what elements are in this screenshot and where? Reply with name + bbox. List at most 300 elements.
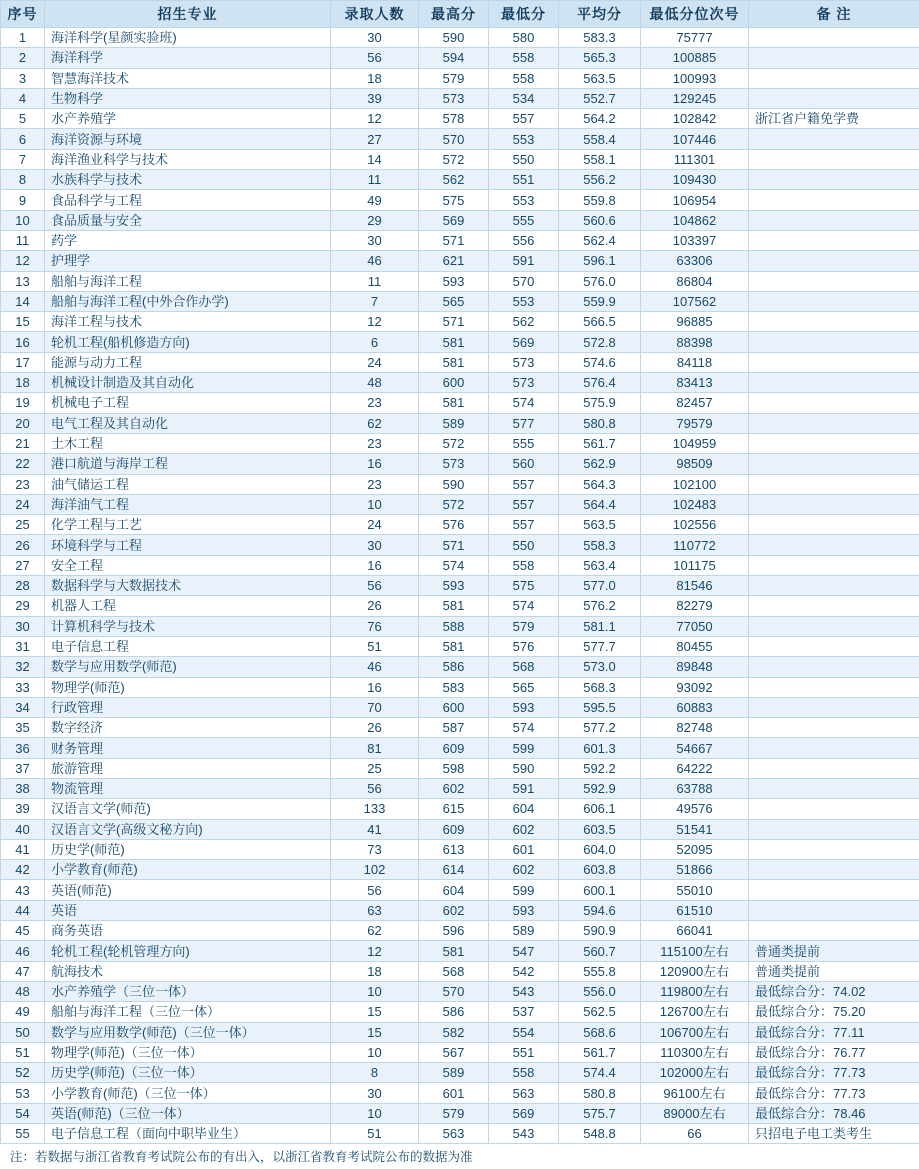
cell-min-score: 547 bbox=[489, 941, 559, 961]
cell-index: 49 bbox=[1, 1002, 45, 1022]
cell-major: 食品科学与工程 bbox=[45, 190, 331, 210]
cell-max-score: 604 bbox=[419, 880, 489, 900]
cell-min-score: 551 bbox=[489, 1042, 559, 1062]
table-row bbox=[1, 921, 919, 941]
cell-avg-score: 552.7 bbox=[559, 88, 641, 108]
cell-index: 5 bbox=[1, 109, 45, 129]
cell-max-score: 621 bbox=[419, 251, 489, 271]
cell-min-score: 601 bbox=[489, 839, 559, 859]
cell-min-score: 599 bbox=[489, 880, 559, 900]
cell-min-rank: 63788 bbox=[641, 778, 749, 798]
cell-min-rank: 51541 bbox=[641, 819, 749, 839]
cell-admitted-count: 8 bbox=[331, 1063, 419, 1083]
cell-remark bbox=[749, 596, 919, 616]
cell-min-score: 558 bbox=[489, 48, 559, 68]
cell-index: 21 bbox=[1, 433, 45, 453]
column-header-min-rank: 最低分位次号 bbox=[641, 1, 749, 28]
cell-max-score: 572 bbox=[419, 494, 489, 514]
cell-avg-score: 577.7 bbox=[559, 636, 641, 656]
cell-min-score: 555 bbox=[489, 210, 559, 230]
cell-min-rank: 102483 bbox=[641, 494, 749, 514]
cell-remark bbox=[749, 454, 919, 474]
cell-min-score: 569 bbox=[489, 332, 559, 352]
cell-min-rank: 54667 bbox=[641, 738, 749, 758]
cell-min-score: 550 bbox=[489, 149, 559, 169]
cell-admitted-count: 62 bbox=[331, 413, 419, 433]
cell-index: 32 bbox=[1, 657, 45, 677]
table-row bbox=[1, 190, 919, 210]
cell-major: 英语(师范) bbox=[45, 880, 331, 900]
cell-admitted-count: 48 bbox=[331, 373, 419, 393]
cell-max-score: 586 bbox=[419, 657, 489, 677]
table-row bbox=[1, 413, 919, 433]
cell-admitted-count: 12 bbox=[331, 312, 419, 332]
cell-remark: 最低综合分：77.11 bbox=[749, 1022, 919, 1042]
cell-min-score: 555 bbox=[489, 433, 559, 453]
cell-min-score: 557 bbox=[489, 474, 559, 494]
cell-min-score: 573 bbox=[489, 373, 559, 393]
cell-max-score: 590 bbox=[419, 474, 489, 494]
cell-max-score: 571 bbox=[419, 230, 489, 250]
cell-remark: 最低综合分：77.73 bbox=[749, 1063, 919, 1083]
cell-avg-score: 548.8 bbox=[559, 1124, 641, 1144]
cell-max-score: 572 bbox=[419, 433, 489, 453]
cell-admitted-count: 51 bbox=[331, 636, 419, 656]
cell-index: 53 bbox=[1, 1083, 45, 1103]
cell-index: 15 bbox=[1, 312, 45, 332]
cell-remark bbox=[749, 718, 919, 738]
cell-major: 历史学(师范) bbox=[45, 839, 331, 859]
cell-min-rank: 86804 bbox=[641, 271, 749, 291]
cell-min-rank: 49576 bbox=[641, 799, 749, 819]
cell-index: 1 bbox=[1, 28, 45, 48]
cell-max-score: 588 bbox=[419, 616, 489, 636]
cell-major: 物流管理 bbox=[45, 778, 331, 798]
cell-max-score: 614 bbox=[419, 860, 489, 880]
cell-admitted-count: 46 bbox=[331, 251, 419, 271]
cell-avg-score: 581.1 bbox=[559, 616, 641, 636]
table-row bbox=[1, 494, 919, 514]
cell-min-rank: 109430 bbox=[641, 170, 749, 190]
cell-max-score: 583 bbox=[419, 677, 489, 697]
column-header-avg-score: 平均分 bbox=[559, 1, 641, 28]
cell-remark bbox=[749, 28, 919, 48]
cell-major: 轮机工程(船机修造方向) bbox=[45, 332, 331, 352]
cell-major: 汉语言文学(高级文秘方向) bbox=[45, 819, 331, 839]
cell-min-rank: 81546 bbox=[641, 576, 749, 596]
cell-remark bbox=[749, 230, 919, 250]
cell-min-rank: 66 bbox=[641, 1124, 749, 1144]
cell-avg-score: 576.2 bbox=[559, 596, 641, 616]
cell-admitted-count: 51 bbox=[331, 1124, 419, 1144]
table-row bbox=[1, 474, 919, 494]
cell-major: 数字经济 bbox=[45, 718, 331, 738]
cell-major: 物理学(师范) bbox=[45, 677, 331, 697]
cell-max-score: 578 bbox=[419, 109, 489, 129]
cell-avg-score: 561.7 bbox=[559, 433, 641, 453]
cell-max-score: 567 bbox=[419, 1042, 489, 1062]
cell-min-rank: 106954 bbox=[641, 190, 749, 210]
cell-avg-score: 604.0 bbox=[559, 839, 641, 859]
cell-min-score: 543 bbox=[489, 981, 559, 1001]
table-row bbox=[1, 555, 919, 575]
cell-min-rank: 82457 bbox=[641, 393, 749, 413]
cell-min-score: 562 bbox=[489, 312, 559, 332]
cell-index: 13 bbox=[1, 271, 45, 291]
cell-min-score: 558 bbox=[489, 68, 559, 88]
cell-max-score: 571 bbox=[419, 535, 489, 555]
cell-min-score: 589 bbox=[489, 921, 559, 941]
cell-avg-score: 596.1 bbox=[559, 251, 641, 271]
cell-index: 3 bbox=[1, 68, 45, 88]
cell-major: 电子信息工程（面向中职毕业生） bbox=[45, 1124, 331, 1144]
cell-max-score: 574 bbox=[419, 555, 489, 575]
cell-avg-score: 594.6 bbox=[559, 900, 641, 920]
cell-min-rank: 120900左右 bbox=[641, 961, 749, 981]
cell-avg-score: 583.3 bbox=[559, 28, 641, 48]
cell-avg-score: 555.8 bbox=[559, 961, 641, 981]
cell-remark: 浙江省户籍免学费 bbox=[749, 109, 919, 129]
cell-major: 药学 bbox=[45, 230, 331, 250]
cell-avg-score: 558.4 bbox=[559, 129, 641, 149]
cell-index: 51 bbox=[1, 1042, 45, 1062]
cell-max-score: 570 bbox=[419, 129, 489, 149]
cell-remark bbox=[749, 190, 919, 210]
cell-remark: 最低综合分：74.02 bbox=[749, 981, 919, 1001]
table-row bbox=[1, 271, 919, 291]
table-row bbox=[1, 1042, 919, 1062]
cell-index: 19 bbox=[1, 393, 45, 413]
cell-min-rank: 104862 bbox=[641, 210, 749, 230]
cell-avg-score: 558.3 bbox=[559, 535, 641, 555]
cell-admitted-count: 29 bbox=[331, 210, 419, 230]
cell-remark bbox=[749, 657, 919, 677]
cell-admitted-count: 16 bbox=[331, 454, 419, 474]
cell-index: 4 bbox=[1, 88, 45, 108]
cell-max-score: 581 bbox=[419, 352, 489, 372]
cell-admitted-count: 81 bbox=[331, 738, 419, 758]
cell-major: 行政管理 bbox=[45, 697, 331, 717]
cell-admitted-count: 12 bbox=[331, 941, 419, 961]
cell-major: 水产养殖学（三位一体） bbox=[45, 981, 331, 1001]
cell-max-score: 581 bbox=[419, 596, 489, 616]
cell-admitted-count: 11 bbox=[331, 271, 419, 291]
table-row bbox=[1, 941, 919, 961]
cell-remark: 最低综合分：76.77 bbox=[749, 1042, 919, 1062]
cell-min-score: 557 bbox=[489, 494, 559, 514]
cell-min-rank: 88398 bbox=[641, 332, 749, 352]
cell-index: 14 bbox=[1, 291, 45, 311]
cell-major: 财务管理 bbox=[45, 738, 331, 758]
cell-admitted-count: 24 bbox=[331, 352, 419, 372]
cell-avg-score: 562.4 bbox=[559, 230, 641, 250]
column-header-max-score: 最高分 bbox=[419, 1, 489, 28]
cell-max-score: 562 bbox=[419, 170, 489, 190]
cell-remark bbox=[749, 839, 919, 859]
cell-min-rank: 66041 bbox=[641, 921, 749, 941]
cell-max-score: 586 bbox=[419, 1002, 489, 1022]
cell-avg-score: 576.4 bbox=[559, 373, 641, 393]
cell-avg-score: 575.9 bbox=[559, 393, 641, 413]
cell-index: 47 bbox=[1, 961, 45, 981]
table-row bbox=[1, 981, 919, 1001]
cell-max-score: 609 bbox=[419, 738, 489, 758]
cell-avg-score: 603.5 bbox=[559, 819, 641, 839]
cell-admitted-count: 12 bbox=[331, 109, 419, 129]
cell-min-score: 558 bbox=[489, 1063, 559, 1083]
cell-remark: 普通类提前 bbox=[749, 941, 919, 961]
cell-avg-score: 563.4 bbox=[559, 555, 641, 575]
cell-avg-score: 580.8 bbox=[559, 1083, 641, 1103]
cell-admitted-count: 23 bbox=[331, 433, 419, 453]
table-body bbox=[1, 28, 919, 1144]
cell-min-rank: 61510 bbox=[641, 900, 749, 920]
cell-max-score: 568 bbox=[419, 961, 489, 981]
cell-major: 智慧海洋技术 bbox=[45, 68, 331, 88]
cell-major: 土木工程 bbox=[45, 433, 331, 453]
cell-min-rank: 55010 bbox=[641, 880, 749, 900]
cell-avg-score: 590.9 bbox=[559, 921, 641, 941]
cell-avg-score: 572.8 bbox=[559, 332, 641, 352]
cell-admitted-count: 56 bbox=[331, 576, 419, 596]
cell-min-rank: 84118 bbox=[641, 352, 749, 372]
cell-index: 8 bbox=[1, 170, 45, 190]
cell-max-score: 581 bbox=[419, 941, 489, 961]
cell-max-score: 602 bbox=[419, 900, 489, 920]
cell-avg-score: 559.8 bbox=[559, 190, 641, 210]
cell-min-score: 557 bbox=[489, 109, 559, 129]
cell-min-score: 575 bbox=[489, 576, 559, 596]
cell-major: 数学与应用数学(师范) bbox=[45, 657, 331, 677]
cell-min-score: 537 bbox=[489, 1002, 559, 1022]
cell-avg-score: 573.0 bbox=[559, 657, 641, 677]
column-header-remark: 备 注 bbox=[749, 1, 919, 28]
cell-avg-score: 561.7 bbox=[559, 1042, 641, 1062]
table-row bbox=[1, 697, 919, 717]
cell-major: 英语(师范)（三位一体） bbox=[45, 1103, 331, 1123]
cell-admitted-count: 23 bbox=[331, 474, 419, 494]
cell-index: 43 bbox=[1, 880, 45, 900]
cell-min-score: 576 bbox=[489, 636, 559, 656]
cell-max-score: 601 bbox=[419, 1083, 489, 1103]
cell-remark bbox=[749, 352, 919, 372]
cell-admitted-count: 76 bbox=[331, 616, 419, 636]
cell-admitted-count: 18 bbox=[331, 68, 419, 88]
table-row bbox=[1, 596, 919, 616]
cell-max-score: 579 bbox=[419, 1103, 489, 1123]
cell-remark bbox=[749, 68, 919, 88]
cell-min-rank: 75777 bbox=[641, 28, 749, 48]
cell-admitted-count: 18 bbox=[331, 961, 419, 981]
cell-avg-score: 562.9 bbox=[559, 454, 641, 474]
cell-remark bbox=[749, 494, 919, 514]
cell-major: 机械设计制造及其自动化 bbox=[45, 373, 331, 393]
cell-min-score: 556 bbox=[489, 230, 559, 250]
cell-min-rank: 107446 bbox=[641, 129, 749, 149]
cell-index: 54 bbox=[1, 1103, 45, 1123]
cell-admitted-count: 10 bbox=[331, 494, 419, 514]
cell-remark bbox=[749, 758, 919, 778]
cell-remark bbox=[749, 921, 919, 941]
cell-admitted-count: 26 bbox=[331, 718, 419, 738]
cell-major: 油气储运工程 bbox=[45, 474, 331, 494]
cell-max-score: 594 bbox=[419, 48, 489, 68]
table-row bbox=[1, 170, 919, 190]
cell-remark bbox=[749, 555, 919, 575]
cell-index: 37 bbox=[1, 758, 45, 778]
cell-max-score: 581 bbox=[419, 636, 489, 656]
cell-avg-score: 558.1 bbox=[559, 149, 641, 169]
cell-major: 数学与应用数学(师范)（三位一体） bbox=[45, 1022, 331, 1042]
cell-major: 海洋油气工程 bbox=[45, 494, 331, 514]
table-row bbox=[1, 373, 919, 393]
cell-min-rank: 79579 bbox=[641, 413, 749, 433]
cell-remark: 最低综合分：78.46 bbox=[749, 1103, 919, 1123]
cell-max-score: 589 bbox=[419, 413, 489, 433]
cell-min-score: 553 bbox=[489, 129, 559, 149]
table-row bbox=[1, 230, 919, 250]
cell-remark bbox=[749, 799, 919, 819]
column-header-major: 招生专业 bbox=[45, 1, 331, 28]
table-row bbox=[1, 718, 919, 738]
cell-admitted-count: 16 bbox=[331, 677, 419, 697]
cell-remark bbox=[749, 738, 919, 758]
cell-avg-score: 576.0 bbox=[559, 271, 641, 291]
cell-max-score: 600 bbox=[419, 697, 489, 717]
cell-major: 船舶与海洋工程 bbox=[45, 271, 331, 291]
cell-min-rank: 89000左右 bbox=[641, 1103, 749, 1123]
table-row bbox=[1, 88, 919, 108]
cell-max-score: 573 bbox=[419, 88, 489, 108]
cell-min-score: 553 bbox=[489, 291, 559, 311]
cell-admitted-count: 23 bbox=[331, 393, 419, 413]
table-row bbox=[1, 819, 919, 839]
cell-max-score: 579 bbox=[419, 68, 489, 88]
cell-major: 海洋科学 bbox=[45, 48, 331, 68]
cell-remark bbox=[749, 129, 919, 149]
cell-min-rank: 52095 bbox=[641, 839, 749, 859]
cell-min-rank: 51866 bbox=[641, 860, 749, 880]
cell-major: 旅游管理 bbox=[45, 758, 331, 778]
cell-remark bbox=[749, 697, 919, 717]
cell-index: 7 bbox=[1, 149, 45, 169]
cell-index: 41 bbox=[1, 839, 45, 859]
cell-index: 28 bbox=[1, 576, 45, 596]
cell-remark bbox=[749, 616, 919, 636]
table-row bbox=[1, 778, 919, 798]
cell-avg-score: 566.5 bbox=[559, 312, 641, 332]
cell-min-rank: 107562 bbox=[641, 291, 749, 311]
cell-admitted-count: 15 bbox=[331, 1022, 419, 1042]
table-row bbox=[1, 1022, 919, 1042]
cell-min-score: 573 bbox=[489, 352, 559, 372]
cell-major: 水产养殖学 bbox=[45, 109, 331, 129]
cell-min-rank: 102556 bbox=[641, 515, 749, 535]
cell-max-score: 589 bbox=[419, 1063, 489, 1083]
cell-remark bbox=[749, 373, 919, 393]
cell-major: 护理学 bbox=[45, 251, 331, 271]
cell-remark bbox=[749, 271, 919, 291]
cell-min-rank: 96885 bbox=[641, 312, 749, 332]
cell-avg-score: 592.2 bbox=[559, 758, 641, 778]
cell-avg-score: 563.5 bbox=[559, 68, 641, 88]
cell-min-score: 554 bbox=[489, 1022, 559, 1042]
cell-min-score: 604 bbox=[489, 799, 559, 819]
cell-max-score: 581 bbox=[419, 332, 489, 352]
cell-major: 计算机科学与技术 bbox=[45, 616, 331, 636]
cell-index: 26 bbox=[1, 535, 45, 555]
cell-min-score: 591 bbox=[489, 778, 559, 798]
cell-min-score: 590 bbox=[489, 758, 559, 778]
cell-index: 33 bbox=[1, 677, 45, 697]
cell-index: 35 bbox=[1, 718, 45, 738]
cell-admitted-count: 15 bbox=[331, 1002, 419, 1022]
table-row bbox=[1, 251, 919, 271]
cell-max-score: 582 bbox=[419, 1022, 489, 1042]
table-row bbox=[1, 900, 919, 920]
cell-index: 23 bbox=[1, 474, 45, 494]
cell-avg-score: 556.2 bbox=[559, 170, 641, 190]
cell-min-rank: 110772 bbox=[641, 535, 749, 555]
cell-remark bbox=[749, 413, 919, 433]
cell-admitted-count: 49 bbox=[331, 190, 419, 210]
cell-index: 18 bbox=[1, 373, 45, 393]
cell-min-rank: 80455 bbox=[641, 636, 749, 656]
cell-max-score: 615 bbox=[419, 799, 489, 819]
cell-min-score: 560 bbox=[489, 454, 559, 474]
cell-min-rank: 82748 bbox=[641, 718, 749, 738]
cell-index: 34 bbox=[1, 697, 45, 717]
table-row bbox=[1, 129, 919, 149]
table-row bbox=[1, 1063, 919, 1083]
cell-remark: 最低综合分：77.73 bbox=[749, 1083, 919, 1103]
cell-min-score: 593 bbox=[489, 900, 559, 920]
cell-min-rank: 103397 bbox=[641, 230, 749, 250]
cell-admitted-count: 63 bbox=[331, 900, 419, 920]
cell-index: 6 bbox=[1, 129, 45, 149]
table-row bbox=[1, 677, 919, 697]
cell-max-score: 572 bbox=[419, 149, 489, 169]
column-header-index: 序号 bbox=[1, 1, 45, 28]
cell-min-rank: 100993 bbox=[641, 68, 749, 88]
cell-min-rank: 111301 bbox=[641, 149, 749, 169]
cell-max-score: 576 bbox=[419, 515, 489, 535]
table-row bbox=[1, 210, 919, 230]
cell-index: 24 bbox=[1, 494, 45, 514]
cell-index: 36 bbox=[1, 738, 45, 758]
table-row bbox=[1, 799, 919, 819]
cell-avg-score: 560.6 bbox=[559, 210, 641, 230]
cell-min-score: 570 bbox=[489, 271, 559, 291]
cell-min-rank: 102000左右 bbox=[641, 1063, 749, 1083]
cell-min-rank: 104959 bbox=[641, 433, 749, 453]
table-row bbox=[1, 332, 919, 352]
table-row bbox=[1, 839, 919, 859]
cell-index: 50 bbox=[1, 1022, 45, 1042]
cell-min-score: 580 bbox=[489, 28, 559, 48]
cell-remark bbox=[749, 312, 919, 332]
cell-avg-score: 600.1 bbox=[559, 880, 641, 900]
cell-index: 29 bbox=[1, 596, 45, 616]
cell-min-score: 602 bbox=[489, 819, 559, 839]
cell-major: 环境科学与工程 bbox=[45, 535, 331, 555]
cell-index: 55 bbox=[1, 1124, 45, 1144]
cell-admitted-count: 62 bbox=[331, 921, 419, 941]
table-row bbox=[1, 28, 919, 48]
cell-index: 10 bbox=[1, 210, 45, 230]
cell-admitted-count: 30 bbox=[331, 230, 419, 250]
table-row bbox=[1, 454, 919, 474]
